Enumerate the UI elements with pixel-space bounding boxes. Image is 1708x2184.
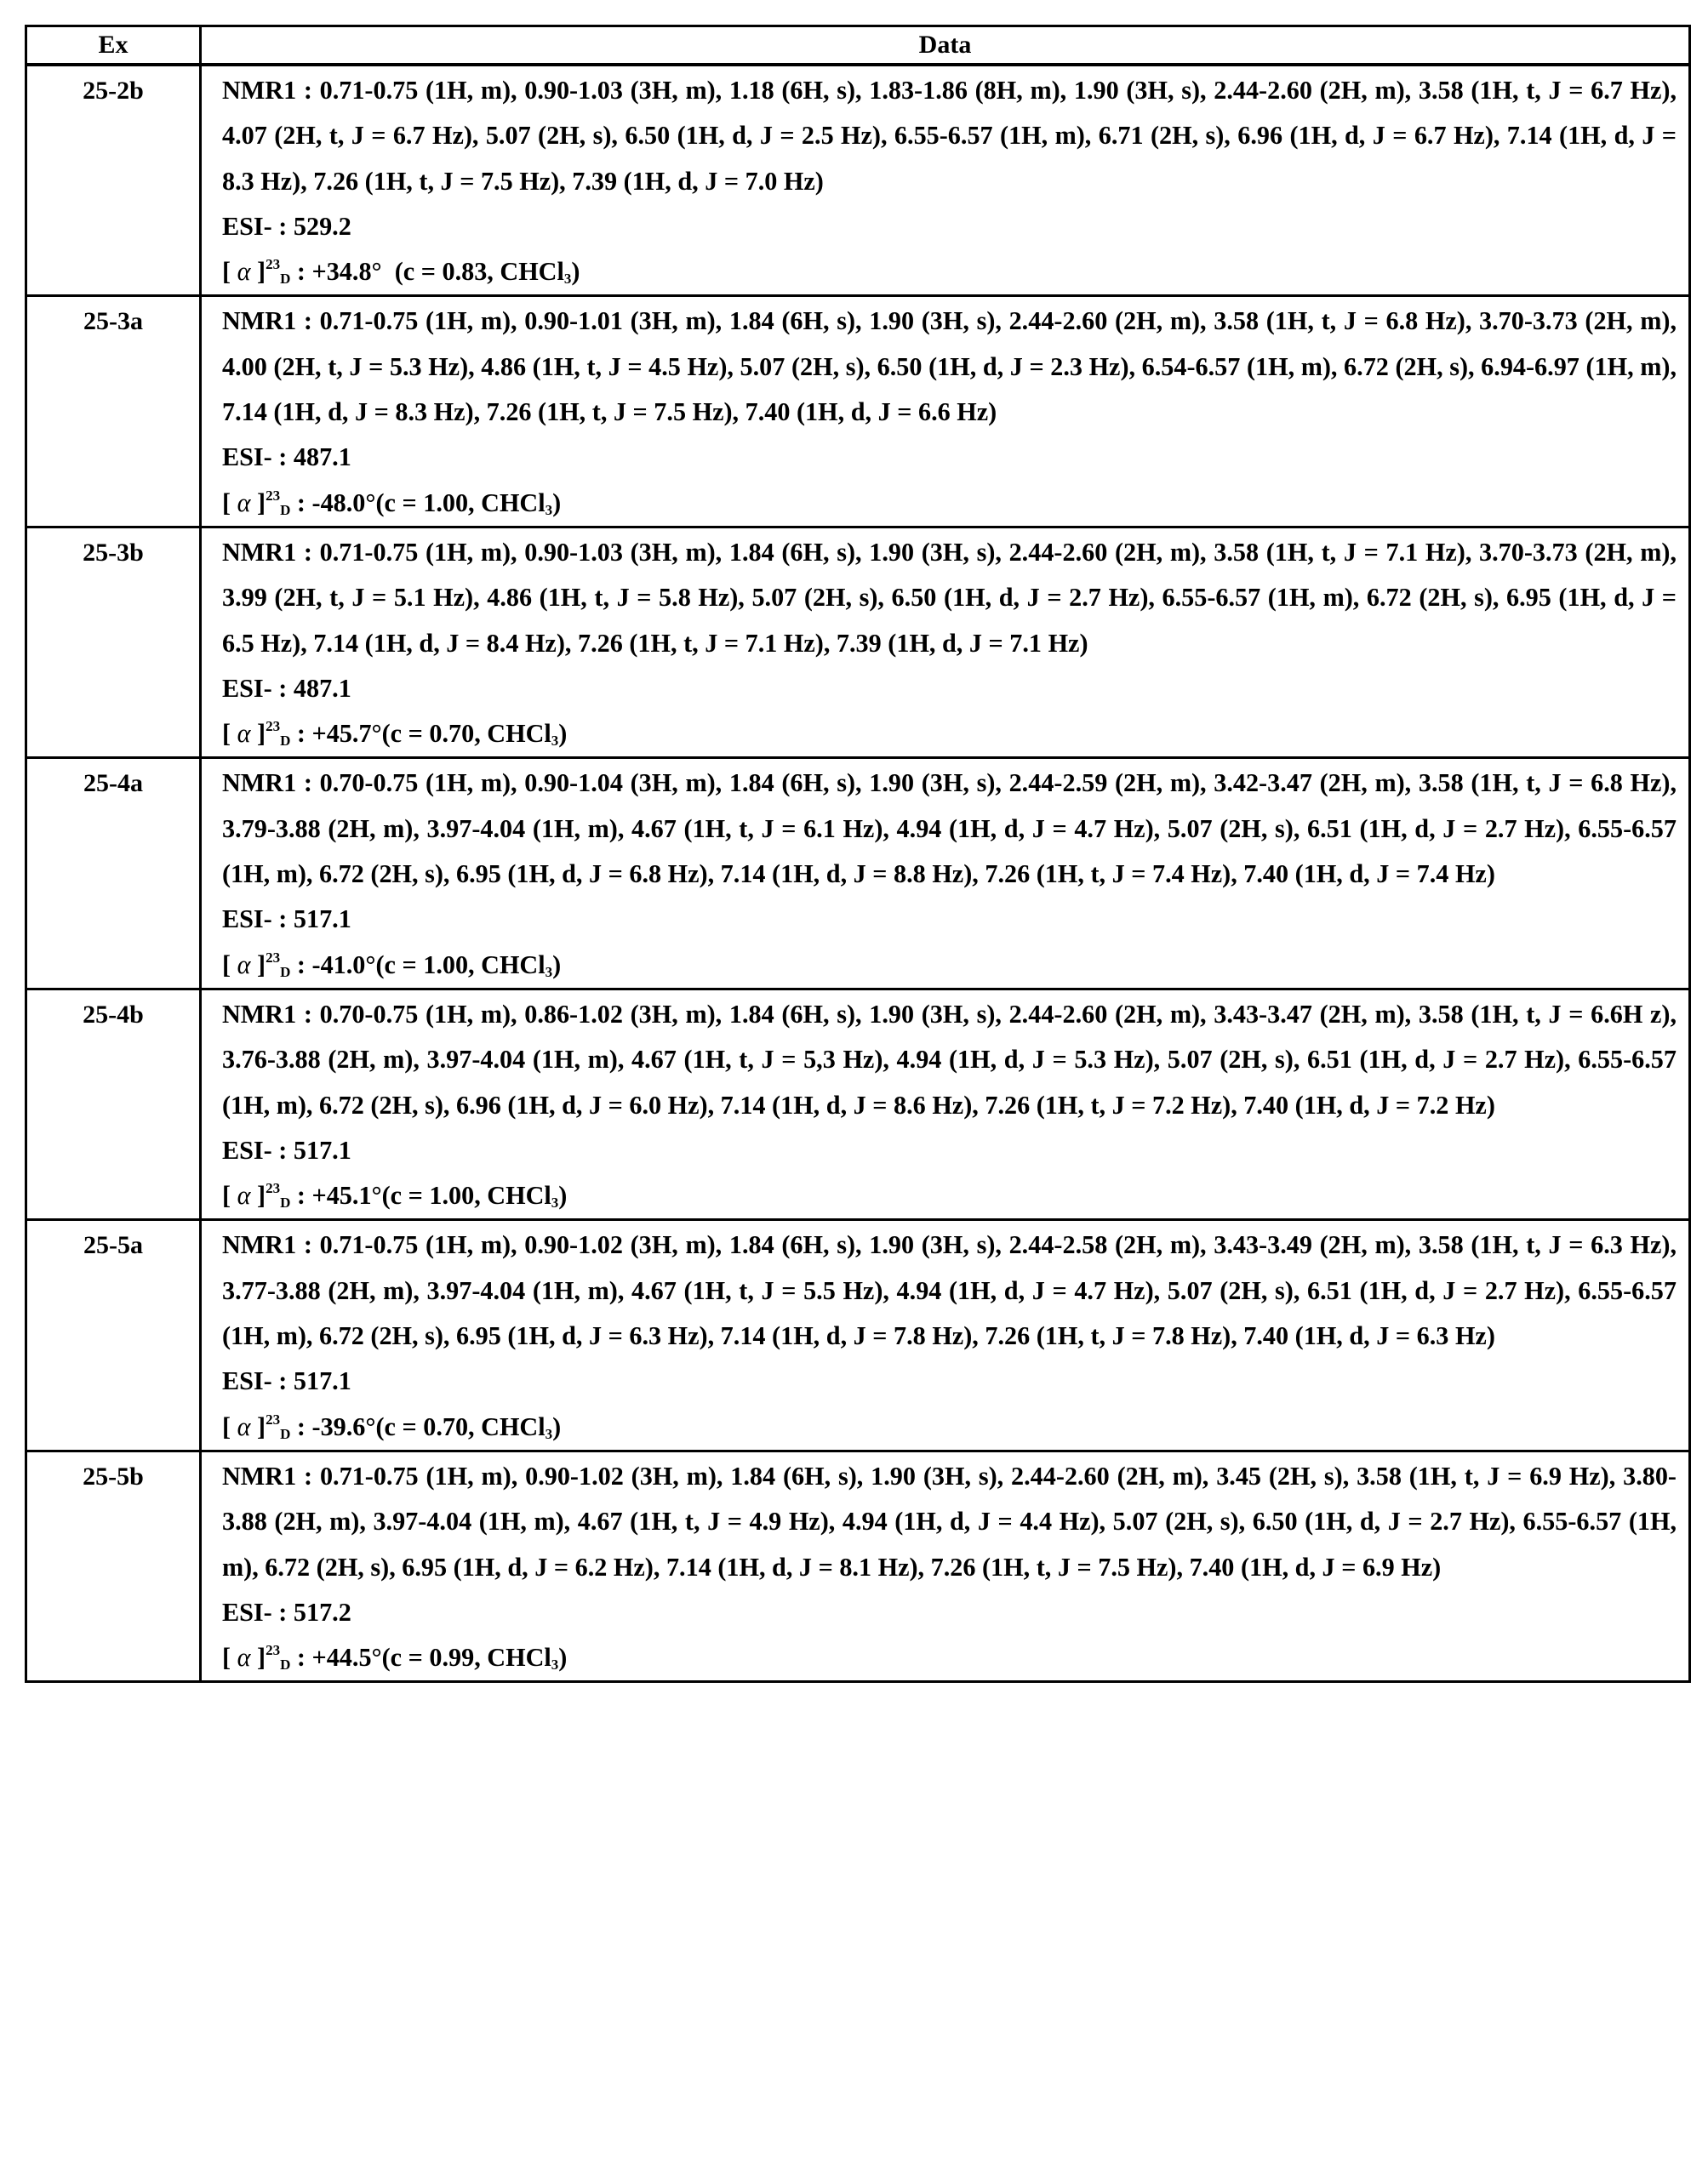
table-header-row <box>26 26 1690 66</box>
esi-value: 529.2 <box>294 212 351 241</box>
esi-data <box>222 1359 1677 1404</box>
conc-close: ) <box>552 488 561 517</box>
nmr-values: 0.71-0.75 (1H, m), 0.90-1.03 (3H, m), 1.18 (6H, s), 1.83-1.86 (8H, m), 1.90 (3H, s), 2.44-2.60 (2H, m), 3.58 (1H, t, J = 6.7 Hz), 4.07 (2H, t, J = 6.7 Hz), 5.07 (2H, s), 6.50 (1H, d, J = 2.5 Hz), 6.55-6.57 (1H, m), 6.71 (2H, s), 6.96 (1H, d, J = 6.7 Hz), 7.14 (1H, d, J = 8.3 Hz), 7.26 (1H, t, J = 7.5 Hz), 7.39 (1H, d, J = 7.0 Hz) <box>222 76 1677 196</box>
solvent: , CHCl <box>474 1181 551 1210</box>
solvent-subscript: 3 <box>546 964 553 980</box>
solvent-subscript: 3 <box>551 1195 559 1211</box>
alpha-symbol: α <box>237 719 251 748</box>
nmr-label: NMR1 : <box>222 76 320 105</box>
solvent: , CHCl <box>468 1412 546 1441</box>
bracket-close: ] <box>250 1181 266 1210</box>
table-row <box>26 1451 1690 1681</box>
concentration: 0.83 <box>442 257 487 286</box>
solvent: , CHCl <box>474 719 551 748</box>
colon: : <box>290 1181 311 1210</box>
nmr-data <box>222 992 1677 1128</box>
solvent-subscript: 3 <box>551 1657 559 1673</box>
nmr-values: 0.71-0.75 (1H, m), 0.90-1.03 (3H, m), 1.84 (6H, s), 1.90 (3H, s), 2.44-2.60 (2H, m), 3.58 (1H, t, J = 7.1 Hz), 3.70-3.73 (2H, m), 3.99 (2H, t, J = 5.1 Hz), 4.86 (1H, t, J = 5.8 Hz), 5.07 (2H, s), 6.50 (1H, d, J = 2.7 Hz), 6.55-6.57 (1H, m), 6.72 (2H, s), 6.95 (1H, d, J = 6.5 Hz), 7.14 (1H, d, J = 8.4 Hz), 7.26 (1H, t, J = 7.1 Hz), 7.39 (1H, d, J = 7.1 Hz) <box>222 538 1677 658</box>
rotation-value: -48.0° <box>312 488 376 517</box>
concentration: 1.00 <box>423 950 468 979</box>
esi-label: ESI- : <box>222 674 294 703</box>
nmr-label: NMR1 : <box>222 768 320 797</box>
nmr-values: 0.70-0.75 (1H, m), 0.90-1.04 (3H, m), 1.84 (6H, s), 1.90 (3H, s), 2.44-2.59 (2H, m), 3.42-3.47 (2H, m), 3.58 (1H, t, J = 6.8 Hz), 3.79-3.88 (2H, m), 3.97-4.04 (1H, m), 4.67 (1H, t, J = 6.1 Hz), 4.94 (1H, d, J = 4.7 Hz), 5.07 (2H, s), 6.51 (1H, d, J = 2.7 Hz), 6.55-6.57 (1H, m), 6.72 (2H, s), 6.95 (1H, d, J = 6.8 Hz), 7.14 (1H, d, J = 8.8 Hz), 7.26 (1H, t, J = 7.4 Hz), 7.40 (1H, d, J = 7.4 Hz) <box>222 768 1677 888</box>
optical-rotation <box>222 1635 1677 1680</box>
data-cell <box>201 758 1690 989</box>
solvent-subscript: 3 <box>551 733 559 749</box>
wavelength: D <box>280 271 290 287</box>
esi-label: ESI- : <box>222 904 294 933</box>
temperature: 23 <box>266 488 280 504</box>
example-id: 25-5b <box>26 1451 201 1681</box>
rotation-value: +44.5° <box>312 1643 382 1672</box>
bracket-open: [ <box>222 488 237 517</box>
colon: : <box>290 488 311 517</box>
bracket-open: [ <box>222 1643 237 1672</box>
column-header-data: Data <box>201 26 1690 66</box>
optical-rotation <box>222 1405 1677 1450</box>
esi-value: 517.1 <box>294 904 351 933</box>
nmr-values: 0.71-0.75 (1H, m), 0.90-1.01 (3H, m), 1.84 (6H, s), 1.90 (3H, s), 2.44-2.60 (2H, m), 3.58 (1H, t, J = 6.8 Hz), 3.70-3.73 (2H, m), 4.00 (2H, t, J = 5.3 Hz), 4.86 (1H, t, J = 4.5 Hz), 5.07 (2H, s), 6.50 (1H, d, J = 2.3 Hz), 6.54-6.57 (1H, m), 6.72 (2H, s), 6.94-6.97 (1H, m), 7.14 (1H, d, J = 8.3 Hz), 7.26 (1H, t, J = 7.5 Hz), 7.40 (1H, d, J = 6.6 Hz) <box>222 306 1677 426</box>
optical-rotation <box>222 249 1677 294</box>
nmr-values: 0.70-0.75 (1H, m), 0.86-1.02 (3H, m), 1.84 (6H, s), 1.90 (3H, s), 2.44-2.60 (2H, m), 3.43-3.47 (2H, m), 3.58 (1H, t, J = 6.6H z), 3.76-3.88 (2H, m), 3.97-4.04 (1H, m), 4.67 (1H, t, J = 5,3 Hz), 4.94 (1H, d, J = 5.3 Hz), 5.07 (2H, s), 6.51 (1H, d, J = 2.7 Hz), 6.55-6.57 (1H, m), 6.72 (2H, s), 6.96 (1H, d, J = 6.0 Hz), 7.14 (1H, d, J = 8.6 Hz), 7.26 (1H, t, J = 7.2 Hz), 7.40 (1H, d, J = 7.2 Hz) <box>222 1000 1677 1120</box>
data-cell <box>201 1220 1690 1451</box>
bracket-close: ] <box>250 1643 266 1672</box>
bracket-close: ] <box>250 950 266 979</box>
colon: : <box>290 719 311 748</box>
temperature: 23 <box>266 949 280 966</box>
conc-close: ) <box>552 1412 561 1441</box>
esi-value: 517.2 <box>294 1598 351 1627</box>
solvent-subscript: 3 <box>546 502 553 518</box>
nmr-values: 0.71-0.75 (1H, m), 0.90-1.02 (3H, m), 1.84 (6H, s), 1.90 (3H, s), 2.44-2.60 (2H, m), 3.45 (2H, s), 3.58 (1H, t, J = 6.9 Hz), 3.80-3.88 (2H, m), 3.97-4.04 (1H, m), 4.67 (1H, t, J = 4.9 Hz), 4.94 (1H, d, J = 4.4 Hz), 5.07 (2H, s), 6.50 (1H, d, J = 2.7 Hz), 6.55-6.57 (1H, m), 6.72 (2H, s), 6.95 (1H, d, J = 6.2 Hz), 7.14 (1H, d, J = 8.1 Hz), 7.26 (1H, t, J = 7.5 Hz), 7.40 (1H, d, J = 6.9 Hz) <box>222 1462 1677 1582</box>
solvent: , CHCl <box>487 257 564 286</box>
esi-value: 517.1 <box>294 1366 351 1395</box>
nmr-label: NMR1 : <box>222 1462 320 1491</box>
esi-data <box>222 204 1677 249</box>
alpha-symbol: α <box>237 257 251 286</box>
conc-open: (c = <box>382 1643 430 1672</box>
esi-data <box>222 897 1677 942</box>
example-id: 25-2b <box>26 65 201 296</box>
example-id: 25-3b <box>26 527 201 757</box>
nmr-data <box>222 530 1677 666</box>
rotation-value: +34.8° <box>312 257 395 286</box>
temperature: 23 <box>266 1411 280 1428</box>
conc-open: (c = <box>395 257 443 286</box>
conc-close: ) <box>571 257 580 286</box>
solvent-subscript: 3 <box>546 1426 553 1442</box>
conc-open: (c = <box>375 950 423 979</box>
example-id: 25-3a <box>26 296 201 527</box>
alpha-symbol: α <box>237 1643 251 1672</box>
temperature: 23 <box>266 1642 280 1658</box>
table-row <box>26 296 1690 527</box>
esi-label: ESI- : <box>222 212 294 241</box>
concentration: 0.70 <box>429 719 474 748</box>
conc-close: ) <box>558 1181 567 1210</box>
temperature: 23 <box>266 718 280 734</box>
example-id: 25-5a <box>26 1220 201 1451</box>
table-row <box>26 65 1690 296</box>
optical-rotation <box>222 943 1677 988</box>
bracket-open: [ <box>222 719 237 748</box>
alpha-symbol: α <box>237 1412 251 1441</box>
optical-rotation <box>222 711 1677 756</box>
wavelength: D <box>280 733 290 749</box>
wavelength: D <box>280 1426 290 1442</box>
solvent: , CHCl <box>468 488 546 517</box>
conc-open: (c = <box>382 1181 430 1210</box>
esi-label: ESI- : <box>222 1598 294 1627</box>
nmr-label: NMR1 : <box>222 306 320 335</box>
bracket-close: ] <box>250 719 266 748</box>
table-row <box>26 1220 1690 1451</box>
esi-label: ESI- : <box>222 1136 294 1165</box>
temperature: 23 <box>266 1180 280 1196</box>
esi-value: 487.1 <box>294 442 351 471</box>
data-cell <box>201 527 1690 757</box>
bracket-open: [ <box>222 1181 237 1210</box>
nmr-data <box>222 299 1677 435</box>
esi-data <box>222 435 1677 480</box>
nmr-label: NMR1 : <box>222 1000 320 1029</box>
concentration: 1.00 <box>429 1181 474 1210</box>
data-cell <box>201 1451 1690 1681</box>
conc-open: (c = <box>375 1412 423 1441</box>
rotation-value: -41.0° <box>312 950 376 979</box>
bracket-close: ] <box>250 488 266 517</box>
nmr-data <box>222 68 1677 204</box>
table-row <box>26 758 1690 989</box>
concentration: 0.70 <box>423 1412 468 1441</box>
esi-data <box>222 1128 1677 1173</box>
rotation-value: +45.7° <box>312 719 382 748</box>
table-row <box>26 527 1690 757</box>
conc-close: ) <box>558 1643 567 1672</box>
solvent: , CHCl <box>468 950 546 979</box>
esi-label: ESI- : <box>222 442 294 471</box>
esi-value: 517.1 <box>294 1136 351 1165</box>
alpha-symbol: α <box>237 1181 251 1210</box>
nmr-label: NMR1 : <box>222 538 320 567</box>
alpha-symbol: α <box>237 950 251 979</box>
optical-rotation <box>222 481 1677 526</box>
example-id: 25-4b <box>26 989 201 1219</box>
esi-value: 487.1 <box>294 674 351 703</box>
nmr-data <box>222 1223 1677 1359</box>
concentration: 1.00 <box>423 488 468 517</box>
example-id: 25-4a <box>26 758 201 989</box>
bracket-close: ] <box>250 1412 266 1441</box>
solvent: , CHCl <box>474 1643 551 1672</box>
alpha-symbol: α <box>237 488 251 517</box>
rotation-value: -39.6° <box>312 1412 376 1441</box>
concentration: 0.99 <box>429 1643 474 1672</box>
data-cell <box>201 296 1690 527</box>
compound-data-table <box>25 25 1691 1683</box>
colon: : <box>290 1412 311 1441</box>
bracket-open: [ <box>222 257 237 286</box>
optical-rotation <box>222 1173 1677 1218</box>
nmr-label: NMR1 : <box>222 1230 320 1259</box>
data-cell <box>201 989 1690 1219</box>
rotation-value: +45.1° <box>312 1181 382 1210</box>
esi-data <box>222 1590 1677 1635</box>
solvent-subscript: 3 <box>564 271 572 287</box>
conc-open: (c = <box>382 719 430 748</box>
nmr-values: 0.71-0.75 (1H, m), 0.90-1.02 (3H, m), 1.84 (6H, s), 1.90 (3H, s), 2.44-2.58 (2H, m), 3.43-3.49 (2H, m), 3.58 (1H, t, J = 6.3 Hz), 3.77-3.88 (2H, m), 3.97-4.04 (1H, m), 4.67 (1H, t, J = 5.5 Hz), 4.94 (1H, d, J = 4.7 Hz), 5.07 (2H, s), 6.51 (1H, d, J = 2.7 Hz), 6.55-6.57 (1H, m), 6.72 (2H, s), 6.95 (1H, d, J = 6.3 Hz), 7.14 (1H, d, J = 7.8 Hz), 7.26 (1H, t, J = 7.8 Hz), 7.40 (1H, d, J = 6.3 Hz) <box>222 1230 1677 1350</box>
table-row <box>26 989 1690 1219</box>
wavelength: D <box>280 1195 290 1211</box>
colon: : <box>290 1643 311 1672</box>
bracket-open: [ <box>222 1412 237 1441</box>
conc-open: (c = <box>375 488 423 517</box>
colon: : <box>290 257 311 286</box>
conc-close: ) <box>552 950 561 979</box>
temperature: 23 <box>266 256 280 272</box>
colon: : <box>290 950 311 979</box>
column-header-ex: Ex <box>26 26 201 66</box>
wavelength: D <box>280 502 290 518</box>
data-cell <box>201 65 1690 296</box>
bracket-close: ] <box>250 257 266 286</box>
conc-close: ) <box>558 719 567 748</box>
esi-data <box>222 666 1677 711</box>
wavelength: D <box>280 1657 290 1673</box>
bracket-open: [ <box>222 950 237 979</box>
nmr-data <box>222 1454 1677 1590</box>
nmr-data <box>222 761 1677 897</box>
esi-label: ESI- : <box>222 1366 294 1395</box>
wavelength: D <box>280 964 290 980</box>
